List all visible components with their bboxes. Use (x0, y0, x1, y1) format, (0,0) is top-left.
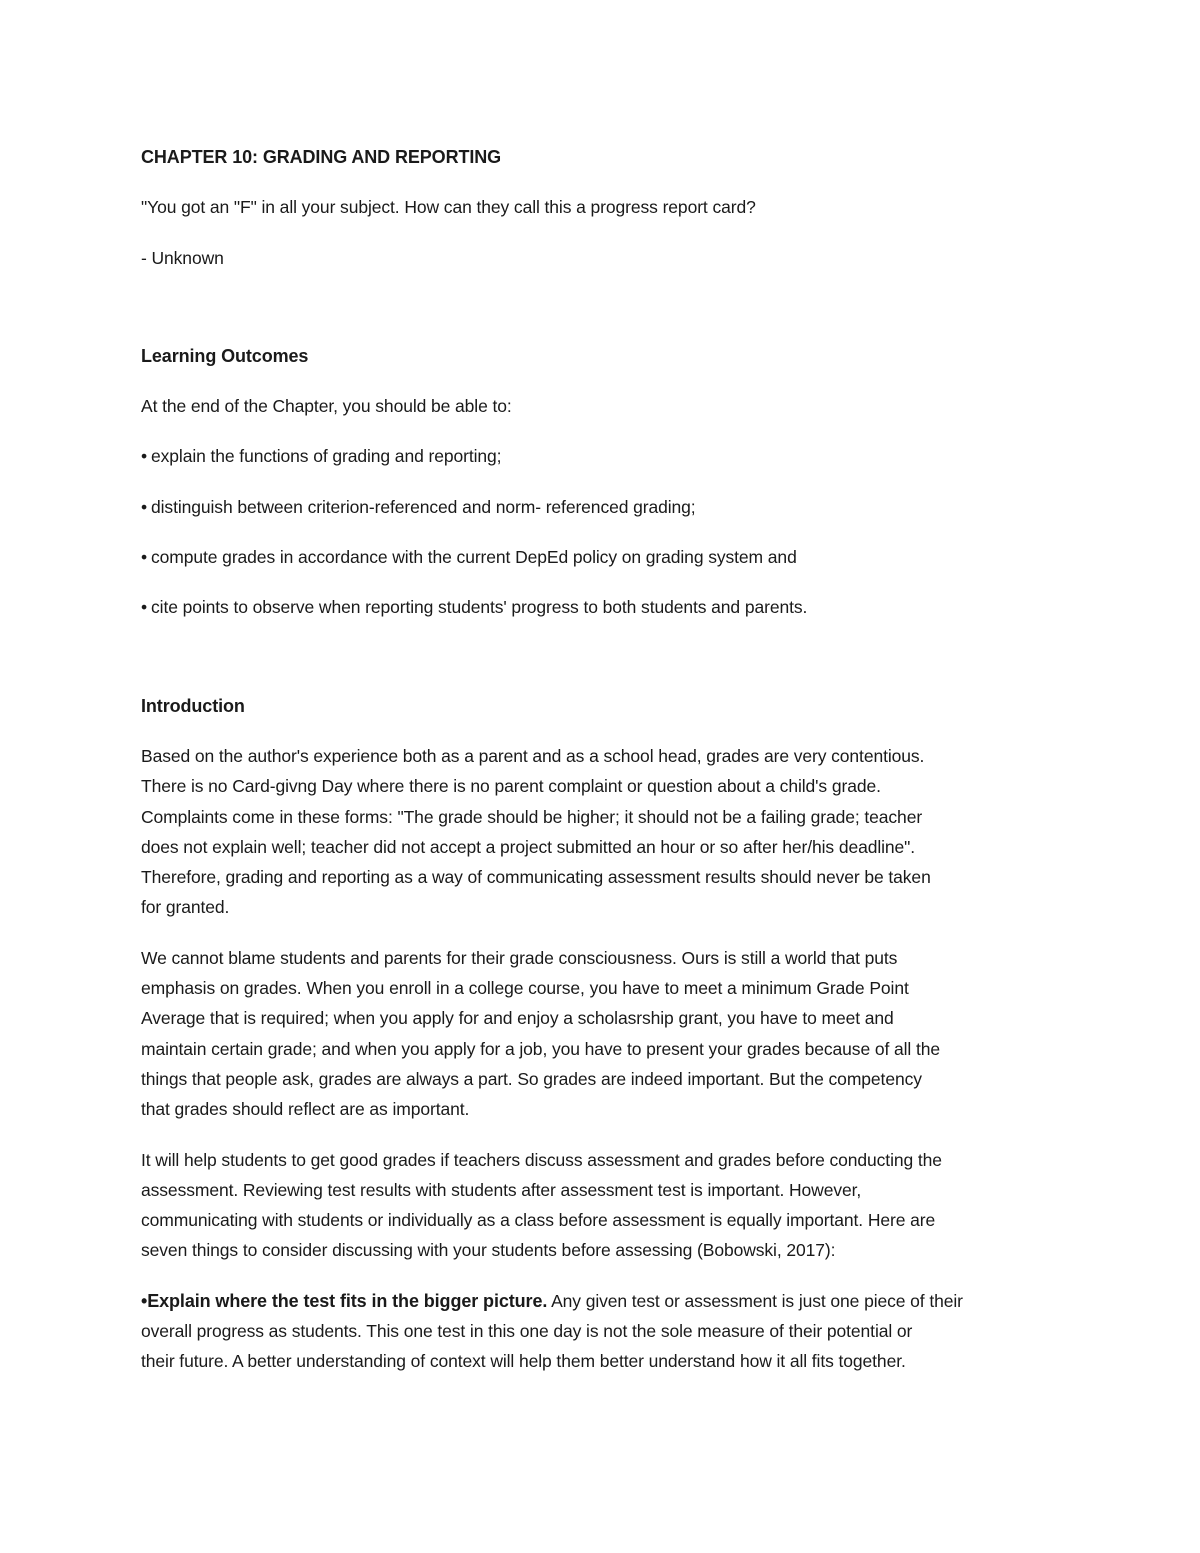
paragraph-line: communicating with students or individually as a class before assessment is equally important. Here are (141, 1210, 936, 1231)
outcome-item (141, 492, 1066, 522)
quote-author: - Unknown (141, 247, 224, 268)
bullet-icon: • (141, 597, 148, 618)
introduction-heading: Introduction (141, 695, 245, 716)
paragraph-line: that grades should reflect are as important. (141, 1099, 470, 1120)
final-point-line (141, 1286, 1066, 1316)
paragraph-line: seven things to consider discussing with your students before assessing (Bobowski, 2017): (141, 1240, 836, 1261)
paragraph-line: their future. A better understanding of context will help them better understand how it all fits together. (141, 1351, 906, 1372)
paragraph-line: It will help students to get good grades if teachers discuss assessment and grades before conducting the (141, 1149, 942, 1170)
paragraph-line: things that people ask, grades are always a part. So grades are indeed important. But the competency (141, 1068, 922, 1089)
bullet-icon: • (141, 1290, 148, 1311)
paragraph-line: emphasis on grades. When you enroll in a college course, you have to meet a minimum Grade Point (141, 978, 909, 999)
paragraph-line: There is no Card-givng Day where there is no parent complaint or question about a child's grade. (141, 776, 881, 797)
outcome-text: cite points to observe when reporting students' progress to both students and parents. (151, 597, 808, 618)
paragraph-line: Complaints come in these forms: "The grade should be higher; it should not be a failing grade; teacher (141, 806, 923, 827)
paragraph-line: Based on the author's experience both as a parent and as a school head, grades are very contentious. (141, 745, 925, 766)
paragraph-line: maintain certain grade; and when you apply for a job, you have to present your grades because of all the (141, 1038, 941, 1059)
paragraph-line: does not explain well; teacher did not accept a project submitted an hour or so after her/his deadline". (141, 836, 916, 857)
final-point-text: Any given test or assessment is just one piece of their (547, 1290, 963, 1311)
paragraph-line: for granted. (141, 897, 230, 918)
outcome-text: compute grades in accordance with the current DepEd policy on grading system and (151, 547, 797, 568)
chapter-title: CHAPTER 10: GRADING AND REPORTING (141, 147, 502, 167)
paragraph-line: Therefore, grading and reporting as a way of communicating assessment results should never be taken (141, 867, 931, 888)
learning-outcomes-heading: Learning Outcomes (141, 345, 309, 366)
bullet-icon: • (141, 547, 148, 568)
intro-paragraph (141, 1145, 1066, 1266)
bullet-icon: • (141, 496, 148, 517)
outcome-item (141, 441, 1066, 471)
document-body (141, 142, 1066, 1377)
outcome-text: distinguish between criterion-referenced and norm- referenced grading; (151, 496, 696, 517)
intro-paragraph (141, 943, 1066, 1125)
outcome-item (141, 592, 1066, 622)
paragraph-line: assessment. Reviewing test results with students after assessment test is important. However, (141, 1179, 862, 1200)
chapter-quote: "You got an "F" in all your subject. How can they call this a progress report card? (141, 197, 756, 218)
intro-paragraph (141, 741, 1066, 923)
learning-outcomes-intro: At the end of the Chapter, you should be able to: (141, 396, 512, 417)
bullet-icon: • (141, 446, 148, 467)
paragraph-line: overall progress as students. This one test in this one day is not the sole measure of their potential or (141, 1321, 913, 1342)
paragraph-line: We cannot blame students and parents for their grade consciousness. Ours is still a world that puts (141, 947, 898, 968)
final-point-paragraph (141, 1286, 1066, 1377)
outcome-text: explain the functions of grading and reporting; (151, 446, 502, 467)
paragraph-line: Average that is required; when you apply for and enjoy a scholasrship grant, you have to meet and (141, 1008, 894, 1029)
final-point-lead: Explain where the test fits in the bigger picture. (147, 1290, 548, 1311)
outcome-item (141, 542, 1066, 572)
